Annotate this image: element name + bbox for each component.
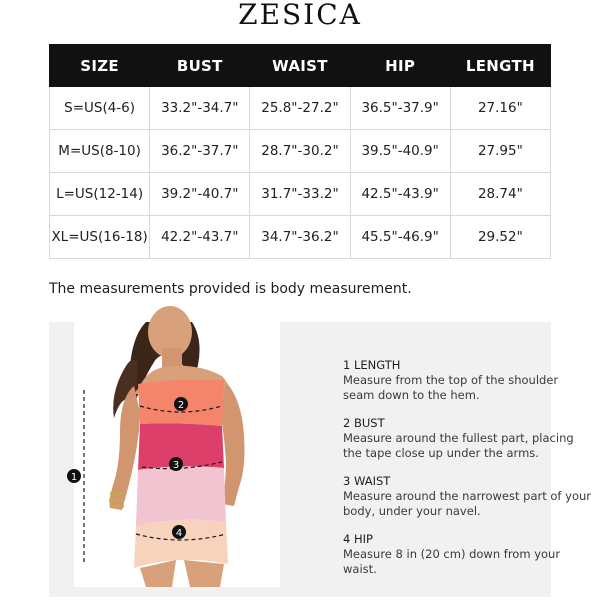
table-cell: 28.7"-30.2": [250, 130, 350, 173]
measurement-guide-panel: [49, 322, 591, 597]
guide-item-waist: [343, 474, 593, 519]
guide-description: Measure around the narrowest part of your body, under your navel.: [343, 489, 591, 518]
table-cell: 33.2"-34.7": [150, 87, 250, 130]
svg-text:3: 3: [172, 460, 180, 471]
table-cell: 27.16": [450, 87, 550, 130]
guide-title: 4 HIP: [343, 532, 373, 546]
table-cell: 39.5"-40.9": [350, 130, 450, 173]
measurement-note: The measurements provided is body measurement.: [49, 281, 412, 297]
table-cell: 36.5"-37.9": [350, 87, 450, 130]
size-chart-table: [49, 44, 551, 259]
table-header-row: [50, 45, 551, 87]
column-header-bust: BUST: [150, 45, 250, 87]
svg-text:2: 2: [177, 400, 185, 411]
column-header-length: LENGTH: [450, 45, 550, 87]
table-cell: 31.7"-33.2": [250, 173, 350, 216]
table-cell: 25.8"-27.2": [250, 87, 350, 130]
table-row: [50, 216, 551, 259]
column-header-size: SIZE: [50, 45, 150, 87]
table-cell: 29.52": [450, 216, 550, 259]
table-cell: 42.5"-43.9": [350, 173, 450, 216]
table-cell: 36.2"-37.7": [150, 130, 250, 173]
table-cell: 34.7"-36.2": [250, 216, 350, 259]
marker-length: [67, 469, 81, 483]
guide-item-bust: [343, 416, 593, 461]
column-header-waist: WAIST: [250, 45, 350, 87]
guide-description: Measure from the top of the shoulder seam down to the hem.: [343, 373, 559, 402]
guide-item-hip: [343, 532, 593, 577]
table-cell: S=US(4-6): [50, 87, 150, 130]
table-row: [50, 130, 551, 173]
marker-waist: [169, 457, 183, 471]
measurement-markers: [70, 322, 280, 587]
marker-hip: [172, 525, 186, 539]
table-cell: 42.2"-43.7": [150, 216, 250, 259]
guide-description: Measure 8 in (20 cm) down from your waist.: [343, 547, 561, 576]
column-header-hip: HIP: [350, 45, 450, 87]
brand-logo: ZESICA: [238, 0, 362, 31]
table-row: [50, 87, 551, 130]
table-cell: M=US(8-10): [50, 130, 150, 173]
guide-description: Measure around the fullest part, placing the tape close up under the arms.: [343, 431, 574, 460]
svg-text:4: 4: [175, 528, 183, 539]
table-cell: 39.2"-40.7": [150, 173, 250, 216]
guide-title: 2 BUST: [343, 416, 385, 430]
svg-text:1: 1: [70, 472, 78, 483]
guide-title: 3 WAIST: [343, 474, 391, 488]
table-cell: 27.95": [450, 130, 550, 173]
table-cell: 28.74": [450, 173, 550, 216]
guide-title: 1 LENGTH: [343, 358, 401, 372]
measurement-instructions: [343, 358, 593, 590]
table-cell: 45.5"-46.9": [350, 216, 450, 259]
marker-bust: [174, 397, 188, 411]
table-row: [50, 173, 551, 216]
table-cell: L=US(12-14): [50, 173, 150, 216]
table-cell: XL=US(16-18): [50, 216, 150, 259]
model-photo: [70, 322, 280, 587]
guide-item-length: [343, 358, 593, 403]
